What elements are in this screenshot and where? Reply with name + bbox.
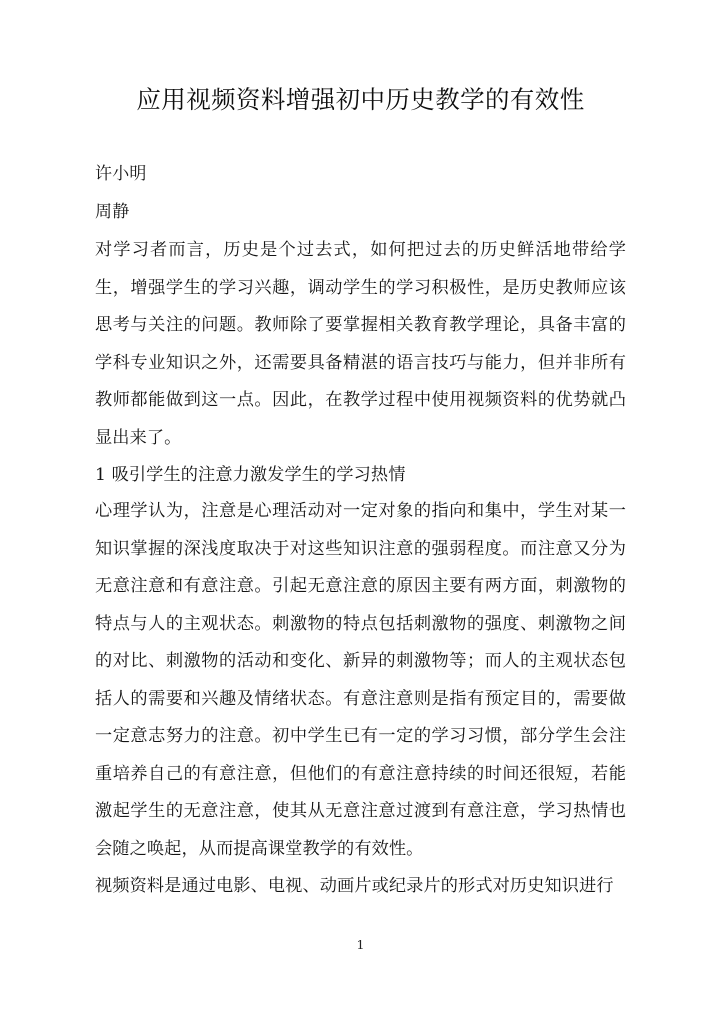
page-number-footer: 1: [356, 937, 365, 952]
author-name-primary: 许小明: [95, 164, 147, 184]
paragraph-attention-theory: 心理学认为，注意是心理活动对一定对象的指向和集中，学生对某一知识掌握的深浅度取决于对这些知识注意的强弱程度。而注意又分为无意注意和有意注意。引起无意注意的原因主要有两方面，刺激物的特点与人的主观状态。刺激物的特点包括刺激物的强度、刺激物之间的对比、刺激物的活动和变化、新异的刺激物等；而人的主观状态包括人的需要和兴趣及情绪状态。有意注意则是指有预定目的，需要做一定意志努力的注意。初中学生已有一定的学习习惯，部分学生会注重培养自己的有意注意，但他们的有意注意持续的时间还很短，若能激起学生的无意注意，使其从无意注意过渡到有意注意，学习热情也会随之唤起，从而提高课堂教学的有效性。: [95, 501, 626, 859]
page-content: [95, 0, 626, 906]
author-list: [95, 156, 626, 231]
article-body: [95, 232, 626, 906]
page-title: 应用视频资料增强初中历史教学的有效性: [136, 85, 585, 114]
author-name-secondary: 周静: [95, 201, 130, 222]
paragraph-video-definition: 视频资料是通过电影、电视、动画片或纪录片的形式对历史知识进行: [95, 876, 614, 896]
section-heading-1: 1 吸引学生的注意力激发学生的学习热情: [95, 465, 406, 485]
paragraph-intro: 对学习者而言，历史是个过去式，如何把过去的历史鲜活地带给学生，增强学生的学习兴趣，调动学生的学习积极性，是历史教师应该思考与关注的问题。教师除了要掌握相关教育教学理论，具备丰富的学科专业知识之外，还需要具备精湛的语言技巧与能力，但并非所有教师都能做到这一点。因此，在教学过程中使用视频资料的优势就凸显出来了。: [95, 240, 626, 448]
